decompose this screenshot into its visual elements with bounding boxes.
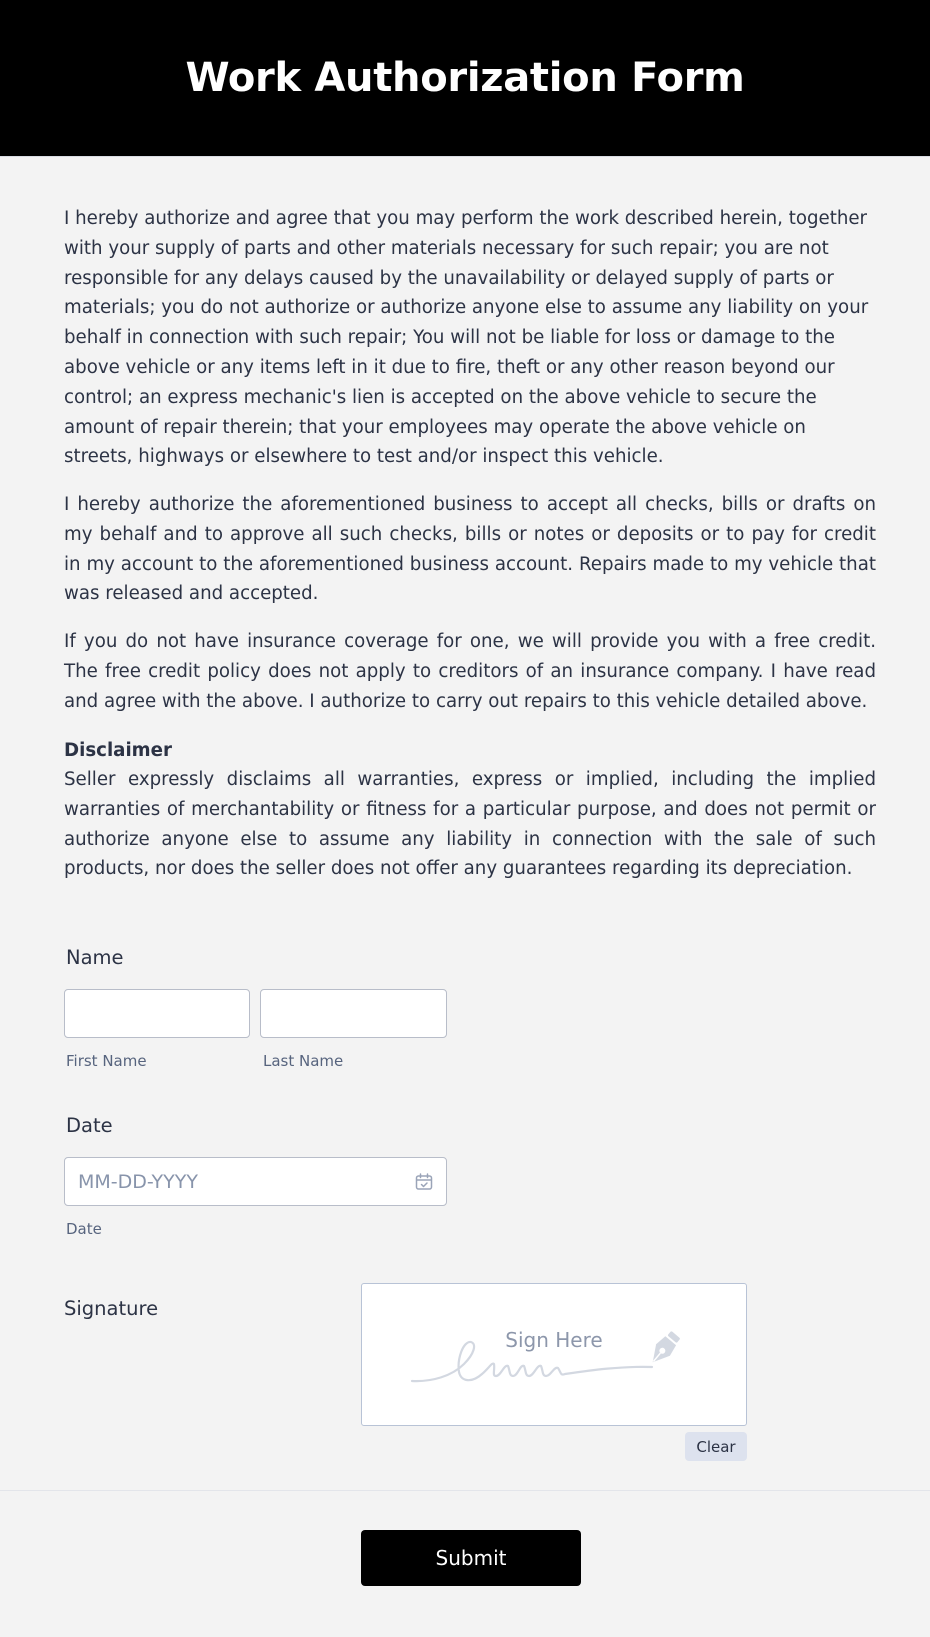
date-sublabel: Date bbox=[66, 1220, 102, 1238]
authorization-paragraph-2: I hereby authorize the aforementioned business to accept all checks, bills or drafts on my behalf and to approve all such checks, bills or notes or deposits or to pay for credit in my account to the aforementioned business account. Repairs made to my vehicle that was released and accepted. bbox=[64, 494, 876, 605]
clear-signature-button[interactable]: Clear bbox=[685, 1432, 747, 1461]
last-name-sublabel: Last Name bbox=[263, 1052, 344, 1070]
date-placeholder: MM-DD-YYYY bbox=[78, 1171, 198, 1193]
date-input[interactable] bbox=[64, 1157, 447, 1206]
authorization-paragraph-3: If you do not have insurance coverage for one, we will provide you with a free credit. The free credit policy does not apply to creditors of an insurance company. I have read and agree with the above. I authorize to carry out repairs to this vehicle detailed above. bbox=[64, 631, 876, 712]
form-title: Work Authorization Form bbox=[185, 55, 745, 101]
sign-here-placeholder: Sign Here bbox=[505, 1328, 603, 1352]
signature-pad[interactable] bbox=[361, 1283, 747, 1426]
pen-nib-icon bbox=[639, 1326, 687, 1374]
submit-button[interactable]: Submit bbox=[361, 1530, 581, 1586]
form-divider bbox=[0, 1490, 930, 1491]
disclaimer-text: Seller expressly disclaims all warranties, express or implied, including the implied warranties of merchantability or fitness for a particular purpose, and does not permit or authorize anyone else to assume any liability in connection with the sale of such products, nor does the seller does not offer any guarantees regarding its depreciation. bbox=[64, 769, 876, 880]
signature-label: Signature bbox=[64, 1297, 159, 1320]
form-header bbox=[0, 0, 930, 157]
first-name-input[interactable] bbox=[64, 989, 250, 1038]
first-name-sublabel: First Name bbox=[66, 1052, 147, 1070]
date-label: Date bbox=[66, 1114, 113, 1137]
calendar-icon[interactable] bbox=[414, 1172, 434, 1192]
signature-scribble-icon bbox=[362, 1284, 746, 1425]
name-label: Name bbox=[66, 946, 124, 969]
last-name-input[interactable] bbox=[260, 989, 447, 1038]
authorization-paragraph-1: I hereby authorize and agree that you may perform the work described herein, together with your supply of parts and other materials necessary for such repair; you are not responsible for any delays caused by the unavailability or delayed supply of parts or materials; you do not authorize or authorize anyone else to assume any liability on your behalf in connection with such repair; You will not be liable for loss or damage to the above vehicle or any items left in it due to fire, theft or any other reason beyond our control; an express mechanic's lien is accepted on the above vehicle to secure the amount of repair therein; that your employees may operate the above vehicle on streets, highways or elsewhere to test and/or inspect this vehicle. bbox=[64, 208, 869, 468]
disclaimer-heading: Disclaimer bbox=[64, 740, 172, 761]
